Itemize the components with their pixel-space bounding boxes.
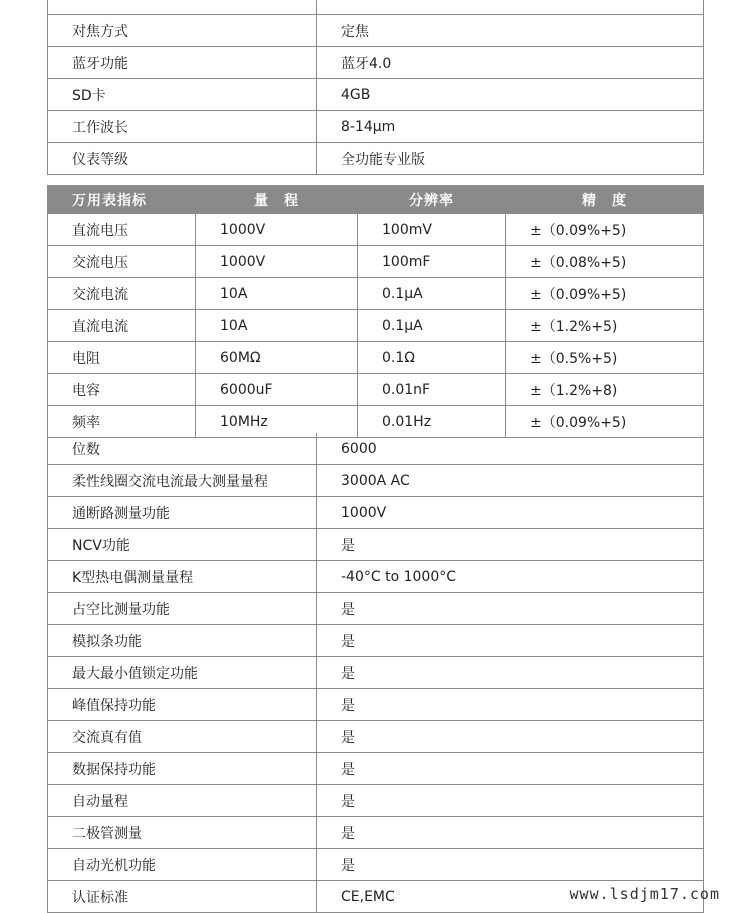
table-cell: ±（1.2%+5) [506,310,704,342]
table-cell: 10A [196,310,358,342]
spec-value: 8-14μm [317,111,704,143]
spec-value: CE,EMC [317,881,704,913]
table-row [48,817,704,849]
spec-table-top [47,0,704,175]
spec-value: 是 [317,753,704,785]
spec-label: 柔性线圈交流电流最大测量量程 [48,465,317,497]
table-cell: ±（0.09%+5) [506,214,704,246]
spec-table-bottom [47,433,704,913]
spec-value: 是 [317,657,704,689]
table-cell: 0.01nF [358,374,506,406]
spec-value: 是 [317,593,704,625]
table-row [48,561,704,593]
table-cell: 100mF [358,246,506,278]
spec-value: 蓝牙4.0 [317,47,704,79]
table-cell: 10MHz [196,406,358,438]
table-cell: 直流电压 [48,214,196,246]
table-row [48,214,704,246]
spec-label: 最大最小值锁定功能 [48,657,317,689]
table-row [48,689,704,721]
spec-label: 仪表等级 [48,143,317,175]
table-header-row [48,186,704,214]
table-row [48,433,704,465]
table-cell: 交流电压 [48,246,196,278]
table-row [48,785,704,817]
table-cell: 60MΩ [196,342,358,374]
table-cell: 0.1Ω [358,342,506,374]
spec-value: -40°C to 1000°C [317,561,704,593]
spec-value: 是 [317,689,704,721]
table-cell: 0.1μA [358,310,506,342]
table-cell: 直流电流 [48,310,196,342]
table-row [48,593,704,625]
spec-label: 模拟条功能 [48,625,317,657]
spec-value: 全功能专业版 [317,143,704,175]
spec-value: 是 [317,785,704,817]
spec-label: 自动光机功能 [48,849,317,881]
spec-label: 数据保持功能 [48,753,317,785]
table-row [48,15,704,47]
table-row [48,465,704,497]
table-row [48,497,704,529]
spec-value [317,0,704,15]
table-row [48,529,704,561]
table-cell: 电容 [48,374,196,406]
spec-label: 蓝牙功能 [48,47,317,79]
watermark-text: www.lsdjm17.com [569,885,720,903]
table-row [48,753,704,785]
table-row [48,721,704,753]
spec-label [48,0,317,15]
spec-label: SD卡 [48,79,317,111]
column-header: 精 度 [506,186,704,214]
table-row [48,111,704,143]
spec-value: 是 [317,529,704,561]
table-row [48,657,704,689]
table-row [48,143,704,175]
table-cell: 交流电流 [48,278,196,310]
table-cell: ±（0.5%+5) [506,342,704,374]
spec-value: 定焦 [317,15,704,47]
spec-label: 峰值保持功能 [48,689,317,721]
spec-label: 工作波长 [48,111,317,143]
multimeter-spec-table [47,185,704,438]
table-row [48,278,704,310]
spec-label: K型热电偶测量量程 [48,561,317,593]
column-header: 量 程 [196,186,358,214]
spec-value: 1000V [317,497,704,529]
spec-value: 4GB [317,79,704,111]
spec-value: 6000 [317,433,704,465]
spec-value: 3000A AC [317,465,704,497]
table-cell: 10A [196,278,358,310]
table-cell: 100mV [358,214,506,246]
table-row [48,47,704,79]
table-row [48,849,704,881]
spec-value: 是 [317,721,704,753]
spec-label: 对焦方式 [48,15,317,47]
table-cell: 1000V [196,214,358,246]
spec-label: NCV功能 [48,529,317,561]
spec-value: 是 [317,625,704,657]
table-row [48,374,704,406]
table-cell: ±（0.09%+5) [506,406,704,438]
table-row [48,0,704,15]
table-cell: ±（0.08%+5) [506,246,704,278]
spec-label: 通断路测量功能 [48,497,317,529]
table-cell: 1000V [196,246,358,278]
table-cell: 6000uF [196,374,358,406]
table-row [48,625,704,657]
spec-label: 二极管测量 [48,817,317,849]
table-row [48,310,704,342]
spec-label: 自动量程 [48,785,317,817]
spec-value: 是 [317,849,704,881]
table-cell: 0.1μA [358,278,506,310]
spec-label: 认证标准 [48,881,317,913]
table-row [48,342,704,374]
table-cell: 频率 [48,406,196,438]
table-cell: ±（1.2%+8) [506,374,704,406]
spec-label: 占空比测量功能 [48,593,317,625]
table-cell: ±（0.09%+5) [506,278,704,310]
spec-label: 位数 [48,433,317,465]
column-header: 万用表指标 [48,186,196,214]
table-row [48,246,704,278]
table-cell: 0.01Hz [358,406,506,438]
column-header: 分辨率 [358,186,506,214]
spec-label: 交流真有值 [48,721,317,753]
table-row [48,79,704,111]
spec-value: 是 [317,817,704,849]
table-cell: 电阻 [48,342,196,374]
